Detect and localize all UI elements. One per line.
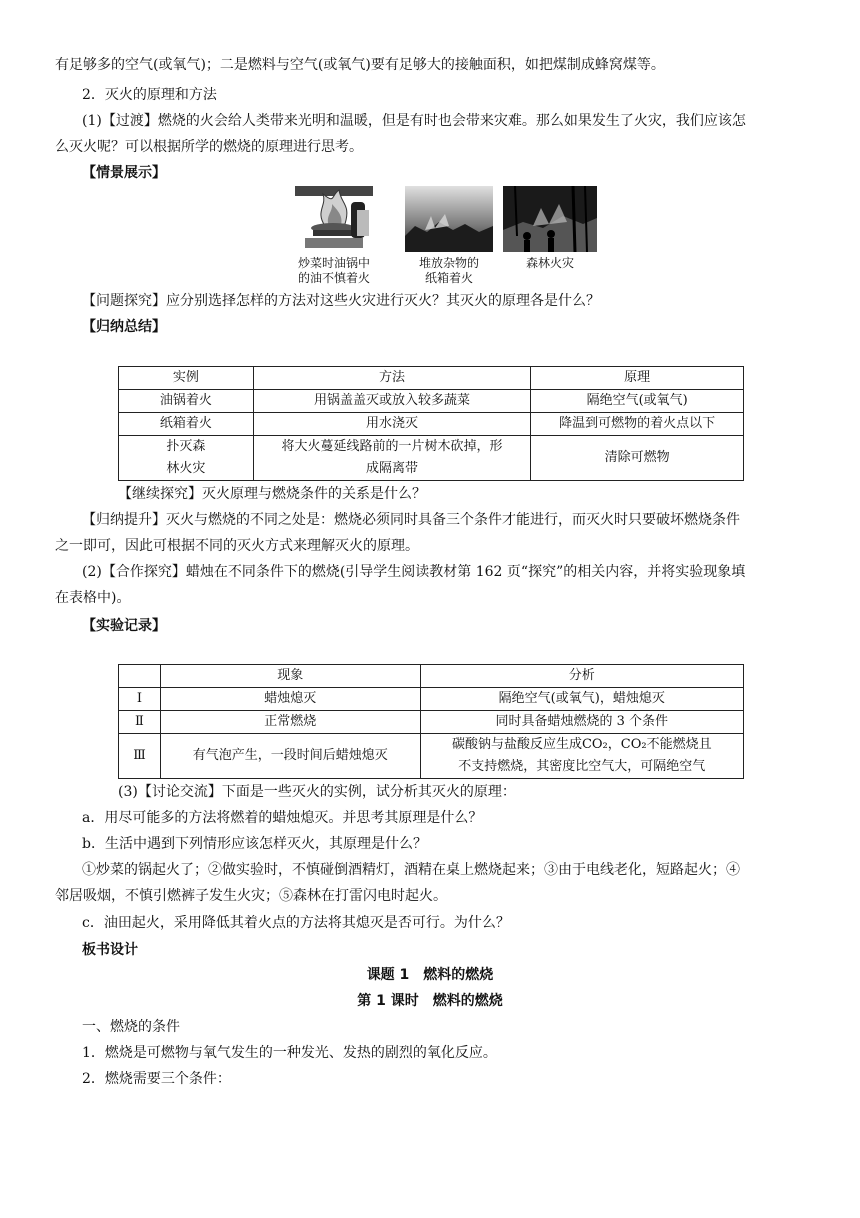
paragraph-line: (2)【合作探究】蜡烛在不同条件下的燃烧(引导学生阅读教材第 162 页“探究”的相关内容，并将实验现象填 — [82, 564, 746, 580]
lesson-subtitle: 第 1 课时 燃料的燃烧 — [357, 993, 503, 1009]
figure-forest-fire — [503, 186, 597, 271]
table-cell: Ⅰ — [119, 688, 161, 711]
label-scene: 【情景展示】 — [82, 165, 166, 181]
paragraph-line: c．油田起火，采用降低其着火点的方法将其熄灭是否可行。为什么？ — [82, 915, 510, 931]
table-header: 现象 — [160, 665, 420, 688]
paragraph-line: 之一即可，因此可根据不同的灭火方式来理解灭火的原理。 — [55, 538, 419, 554]
table-cell: 用水浇灭 — [253, 413, 531, 436]
table-cell: 碳酸钠与盐酸反应生成CO₂，CO₂不能燃烧且 不支持燃烧，其密度比空气大，可隔绝空气 — [420, 734, 743, 779]
lesson-title: 课题 1 燃料的燃烧 — [366, 967, 494, 983]
paragraph-line: 1．燃烧是可燃物与氧气发生的一种发光、发热的剧烈的氧化反应。 — [82, 1045, 497, 1061]
table-cell: 清除可燃物 — [531, 436, 744, 481]
table-cell: 降温到可燃物的着火点以下 — [531, 413, 744, 436]
forest-fire-image — [503, 186, 597, 252]
pan-fire-image — [295, 186, 373, 252]
table-header-row — [119, 665, 744, 688]
table-row — [119, 436, 744, 481]
table-row — [119, 688, 744, 711]
paragraph-line: 在表格中)。 — [55, 590, 131, 606]
table-cell: 有气泡产生，一段时间后蜡烛熄灭 — [160, 734, 420, 779]
paragraph-line: (1)【过渡】燃烧的火会给人类带来光明和温暖，但是有时也会带来灾难。那么如果发生了火灾，我们应该怎 — [82, 113, 746, 129]
table-header: 分析 — [420, 665, 743, 688]
table-cell: Ⅱ — [119, 711, 161, 734]
table-cell: 正常燃烧 — [160, 711, 420, 734]
paragraph-line: 【归纳提升】灭火与燃烧的不同之处是：燃烧必须同时具备三个条件才能进行，而灭火时只要破坏燃烧条件 — [82, 512, 740, 528]
table-row — [119, 711, 744, 734]
table-header: 方法 — [253, 367, 531, 390]
table-cell: 纸箱着火 — [119, 413, 254, 436]
paragraph-line: 2．燃烧需要三个条件： — [82, 1071, 231, 1087]
paragraph-line: 一、燃烧的条件 — [82, 1019, 180, 1035]
table-header: 原理 — [531, 367, 744, 390]
figure-pan-fire — [295, 186, 373, 286]
experiment-table — [118, 664, 744, 779]
box-fire-image — [405, 186, 493, 252]
table-cell: 将大火蔓延线路前的一片树木砍掉，形 成隔离带 — [253, 436, 531, 481]
label-summary: 【归纳总结】 — [82, 319, 166, 335]
table-cell: Ⅲ — [119, 734, 161, 779]
paragraph-line: ①炒菜的锅起火了；②做实验时，不慎碰倒酒精灯，酒精在桌上燃烧起来；③由于电线老化，短路起火；④ — [82, 862, 740, 878]
section-heading: 2．灭火的原理和方法 — [82, 87, 217, 103]
table-row — [119, 734, 744, 779]
paragraph-line: (3)【讨论交流】下面是一些灭火的实例，试分析其灭火的原理： — [118, 784, 516, 800]
table-row — [119, 413, 744, 436]
table-cell: 用锅盖盖灭或放入较多蔬菜 — [253, 390, 531, 413]
paragraph-line: a．用尽可能多的方法将燃着的蜡烛熄灭。并思考其原理是什么？ — [82, 810, 483, 826]
figure-caption: 堆放杂物的 纸箱着火 — [418, 256, 479, 285]
figure-box-fire — [405, 186, 493, 286]
label-board: 板书设计 — [82, 942, 138, 958]
table-header — [119, 665, 161, 688]
table-cell: 同时具备蜡烛燃烧的 3 个条件 — [420, 711, 743, 734]
paragraph-line: 【问题探究】应分别选择怎样的方法对这些火灾进行灭火？其灭火的原理各是什么？ — [82, 293, 600, 309]
table-header: 实例 — [119, 367, 254, 390]
table-header-row — [119, 367, 744, 390]
table-cell: 隔绝空气(或氧气)，蜡烛熄灭 — [420, 688, 743, 711]
figure-caption: 炒菜时油锅中 的油不慎着火 — [297, 256, 370, 285]
table-cell: 隔绝空气(或氧气) — [531, 390, 744, 413]
paragraph-line: 【继续探究】灭火原理与燃烧条件的关系是什么？ — [118, 486, 426, 502]
figure-caption: 森林火灾 — [525, 256, 574, 270]
method-table — [118, 366, 744, 481]
paragraph-line: 么灭火呢？可以根据所学的燃烧的原理进行思考。 — [55, 139, 363, 155]
table-cell: 油锅着火 — [119, 390, 254, 413]
paragraph-line: 邻居吸烟，不慎引燃裤子发生火灾；⑤森林在打雷闪电时起火。 — [55, 888, 447, 904]
table-cell: 蜡烛熄灭 — [160, 688, 420, 711]
label-record: 【实验记录】 — [82, 618, 166, 634]
paragraph-line: 有足够多的空气(或氧气)；二是燃料与空气(或氧气)要有足够大的接触面积，如把煤制成蜂窝煤等。 — [55, 57, 665, 73]
table-cell: 扑灭森 林火灾 — [119, 436, 254, 481]
table-row — [119, 390, 744, 413]
paragraph-line: b．生活中遇到下列情形应该怎样灭火，其原理是什么？ — [82, 836, 427, 852]
